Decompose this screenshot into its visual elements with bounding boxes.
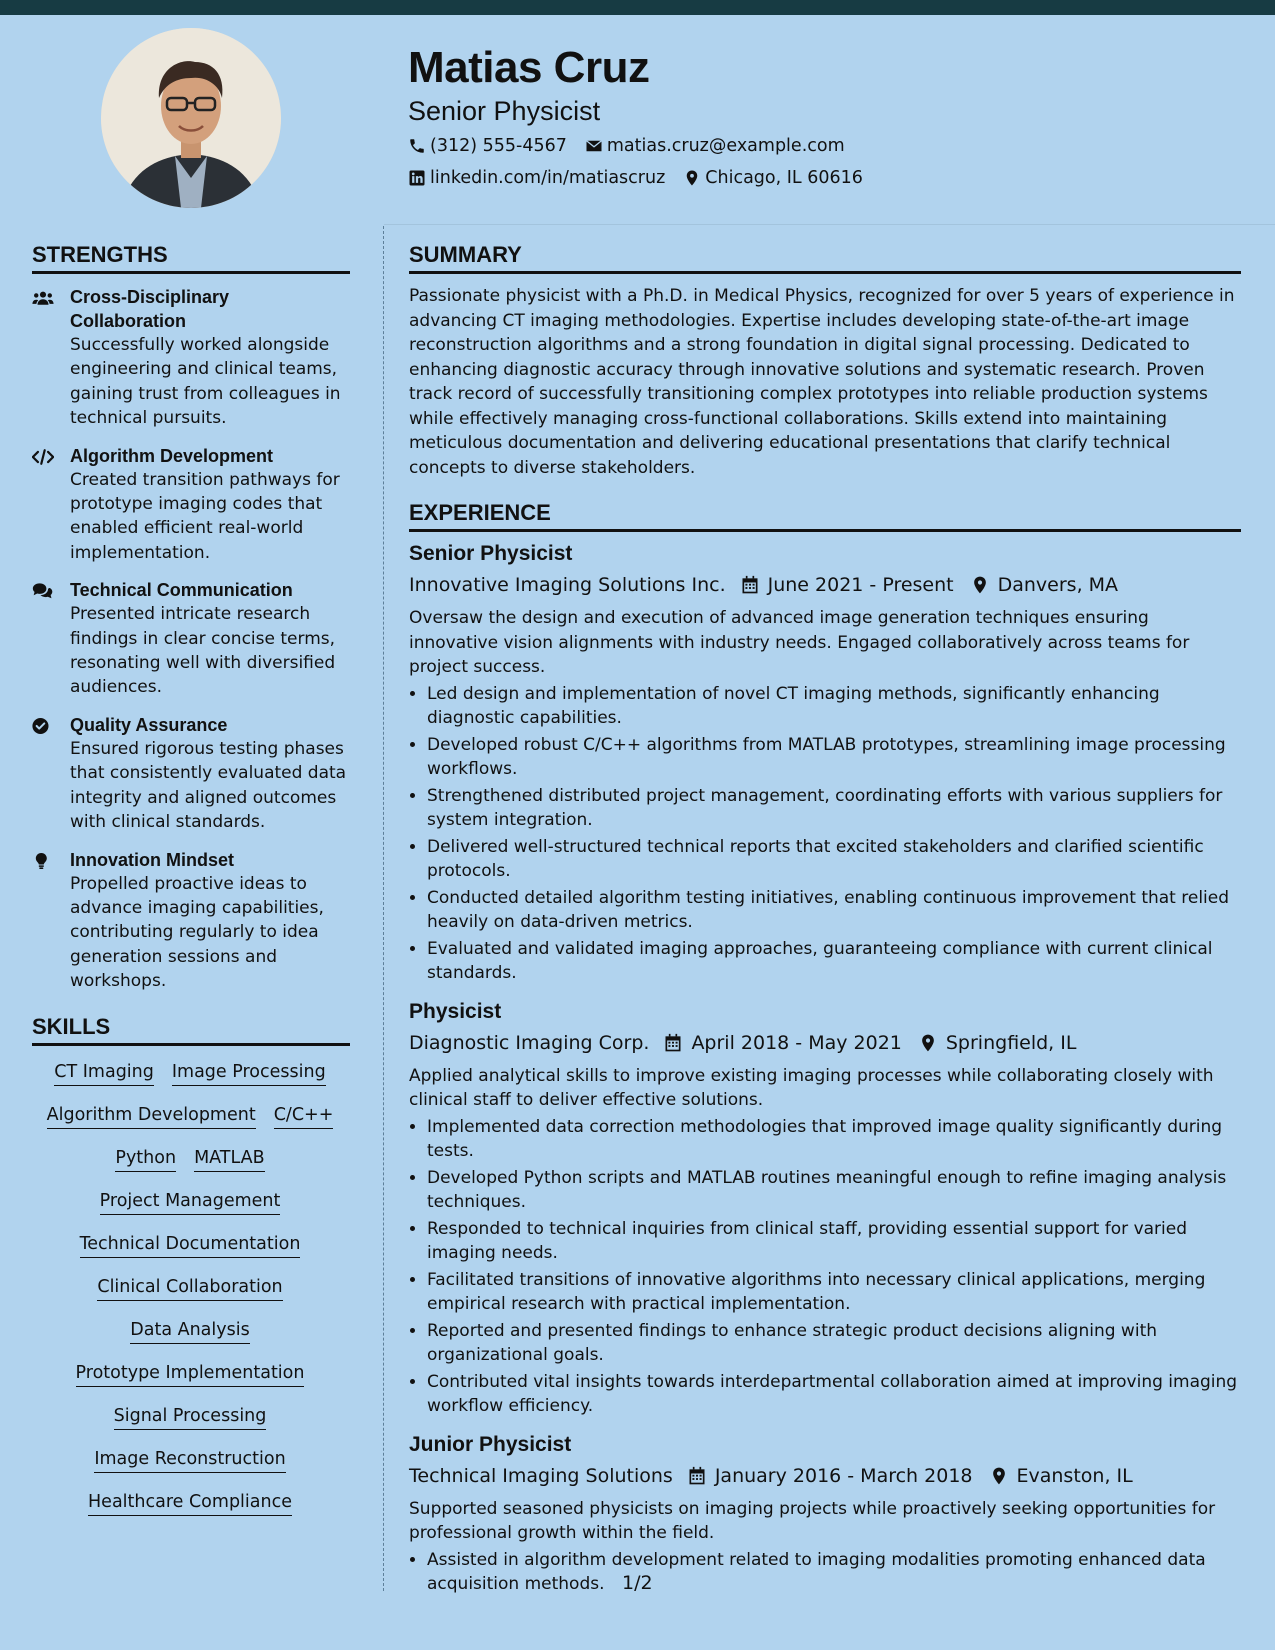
strength-item [32,285,350,431]
strength-item [32,578,350,700]
job-bullets [409,1115,1241,1419]
skill-row [32,1103,348,1129]
job-entry [409,1431,1241,1597]
job-meta [409,1461,1241,1491]
job-dates: April 2018 - May 2021 [691,1031,902,1054]
profile-photo-illustration [101,28,281,208]
left-column [32,240,350,1533]
contact-row-1 [408,134,863,158]
skills-section [32,1012,350,1516]
job-entry [409,540,1241,986]
candidate-name: Matias Cruz [408,43,650,92]
job-description: Applied analytical skills to improve existing imaging processes while collaborating closely with clinical staff to deliver effective solutions. [409,1065,1214,1110]
strength-description: Successfully worked alongside engineering and clinical teams, gaining trust from colleagues in technical pursuits. [70,335,341,429]
skill-row [32,1361,348,1387]
job-bullets [409,682,1241,986]
email-text: matias.cruz@example.com [606,136,845,156]
users-icon [32,288,54,308]
strengths-heading: STRENGTHS [32,240,350,274]
job-dates: January 2016 - March 2018 [714,1464,973,1487]
map-marker-icon [989,1466,1009,1486]
skill-tag: Prototype Implementation [76,1361,305,1387]
job-description: Oversaw the design and execution of advanced image generation techniques ensuring innovative vision alignments with industry needs. Engaged collaboratively across teams for project success. [409,608,1190,677]
contact-row-2 [408,166,881,190]
strength-title: Quality Assurance [70,714,228,735]
job-bullet: • Developed Python scripts and MATLAB routines meaningful enough to refine imaging analysis techniques. [427,1166,1241,1215]
calendar-icon [663,1033,683,1053]
job-bullet: • Assisted in algorithm development related to imaging modalities promoting enhanced data acquisition methods. [427,1548,1241,1597]
skill-tag: Project Management [100,1189,281,1215]
job-bullet: • Contributed vital insights towards interdepartmental collaboration aimed at improving imaging workflow efficiency. [427,1370,1241,1419]
strengths-list [32,285,350,994]
skill-tag: Healthcare Compliance [88,1490,292,1516]
email-contact[interactable] [585,134,845,158]
job-title: Physicist [409,999,502,1023]
comments-icon [32,581,54,601]
skill-row [32,1447,348,1473]
skill-tag: C/C++ [274,1103,334,1129]
job-bullet: • Responded to technical inquiries from clinical staff, providing essential support for varied imaging needs. [427,1217,1241,1266]
job-entry [409,998,1241,1419]
skill-row [32,1275,348,1301]
linkedin-contact[interactable] [408,166,665,190]
strength-item [32,848,350,994]
strength-title: Innovation Mindset [70,849,234,870]
right-column [409,240,1241,1599]
job-location: Springfield, IL [945,1031,1077,1054]
skill-tag: Image Processing [172,1060,326,1086]
job-title: Senior Physicist [409,542,573,565]
skill-tag: Algorithm Development [47,1103,256,1129]
experience-section [409,498,1241,1597]
strength-description: Created transition pathways for prototype imaging codes that enabled efficient real-world implementation. [70,469,340,563]
skill-tag: Image Reconstruction [94,1447,285,1473]
job-bullet: • Developed robust C/C++ algorithms from MATLAB prototypes, streamlining image processing workflows. [427,733,1241,782]
skills-list [32,1060,350,1516]
job-bullets [409,1548,1241,1597]
calendar-icon [740,575,760,595]
skill-row [32,1060,348,1086]
job-dates: June 2021 - Present [767,574,954,596]
job-title: Junior Physicist [409,1432,572,1456]
header-divider [384,224,1275,225]
check-circle-icon [32,716,54,736]
skill-row [32,1146,348,1172]
linkedin-text: linkedin.com/in/matiascruz [430,168,666,188]
job-meta [409,1028,1241,1058]
strength-description: Ensured rigorous testing phases that consistently evaluated data integrity and aligned outcomes with clinical standards. [70,738,347,833]
job-bullet: • Implemented data correction methodologies that improved image quality significantly during tests. [427,1115,1241,1164]
skill-tag: Clinical Collaboration [97,1275,282,1301]
strength-title: Technical Communication [70,580,293,601]
job-company: Innovative Imaging Solutions Inc. [409,574,726,596]
map-marker-icon [918,1033,938,1053]
candidate-title: Senior Physicist [408,96,601,126]
skill-row [32,1318,348,1344]
strength-description: Presented intricate research findings in clear concise terms, resonating well with diversified audiences. [70,604,336,698]
job-bullet: • Facilitated transitions of innovative algorithms into necessary clinical applications, merging empirical research with practical implementation. [427,1268,1241,1317]
summary-heading: SUMMARY [409,240,1241,274]
code-icon [32,447,54,467]
skills-heading: SKILLS [32,1012,350,1046]
skill-tag: Signal Processing [114,1404,267,1430]
column-divider [383,226,384,1591]
job-bullet: • Conducted detailed algorithm testing initiatives, enabling continuous improvement that relied heavily on data-driven metrics. [427,886,1241,935]
job-location: Evanston, IL [1016,1464,1133,1487]
job-company: Technical Imaging Solutions [409,1464,673,1487]
skill-tag: Technical Documentation [80,1232,301,1258]
job-location: Danvers, MA [997,574,1119,596]
strength-item [32,713,350,835]
location-contact [683,166,863,190]
experience-heading: EXPERIENCE [409,498,1241,532]
strength-item [32,444,350,566]
linkedin-icon [408,169,426,187]
top-accent-bar [0,0,1275,15]
envelope-icon [585,137,603,155]
skill-tag: Python [115,1146,176,1172]
strength-title: Algorithm Development [70,445,274,466]
skill-row [32,1490,348,1516]
phone-icon [408,137,426,155]
job-company: Diagnostic Imaging Corp. [409,1031,650,1054]
job-description: Supported seasoned physicists on imaging projects while proactively seeking opportunities for professional growth within the field. [409,1498,1216,1543]
strength-title: Cross-Disciplinary Collaboration [70,287,230,331]
skill-tag: Data Analysis [130,1318,249,1344]
strength-description: Propelled proactive ideas to advance imaging capabilities, contributing regularly to idea generation sessions and workshops. [70,873,324,992]
summary-text: Passionate physicist with a Ph.D. in Medical Physics, recognized for over 5 years of experience in advancing CT imaging methodologies. Expertise includes developing state-of-the-art image reconstruction algorithms and a strong foundation in digital signal processing. Dedicated to enhancing diagnostic accuracy through innovative solutions and systematic research. Proven track record of successfully transitioning complex prototypes into reliable production systems while effectively managing cross-functional collaborations. Skills extend into maintaining meticulous documentation and delivering educational presentations that clarify technical concepts to diverse stakeholders. [409,286,1235,478]
page-number: 1/2 [622,1572,653,1594]
job-bullet: • Delivered well-structured technical reports that excited stakeholders and clarified scientific protocols. [427,835,1241,884]
job-bullet: • Led design and implementation of novel CT imaging methods, significantly enhancing diagnostic capabilities. [427,682,1241,731]
map-marker-icon [970,575,990,595]
calendar-icon [687,1466,707,1486]
skill-tag: MATLAB [194,1146,265,1172]
phone-text: (312) 555-4567 [430,136,567,156]
phone-contact[interactable] [408,134,567,158]
skill-row [32,1189,348,1215]
job-list [409,540,1241,1597]
skill-tag: CT Imaging [54,1060,154,1086]
job-meta [409,570,1241,600]
job-bullet: • Reported and presented findings to enhance strategic product decisions aligning with organizational goals. [427,1319,1241,1368]
profile-photo [101,28,281,208]
map-marker-icon [683,169,701,187]
skill-row [32,1404,348,1430]
job-bullet: • Evaluated and validated imaging approaches, guaranteeing compliance with current clinical standards. [427,937,1241,986]
location-text: Chicago, IL 60616 [705,168,863,188]
job-bullet: • Strengthened distributed project management, coordinating efforts with various suppliers for system integration. [427,784,1241,833]
lightbulb-icon [32,851,54,871]
skill-row [32,1232,348,1258]
